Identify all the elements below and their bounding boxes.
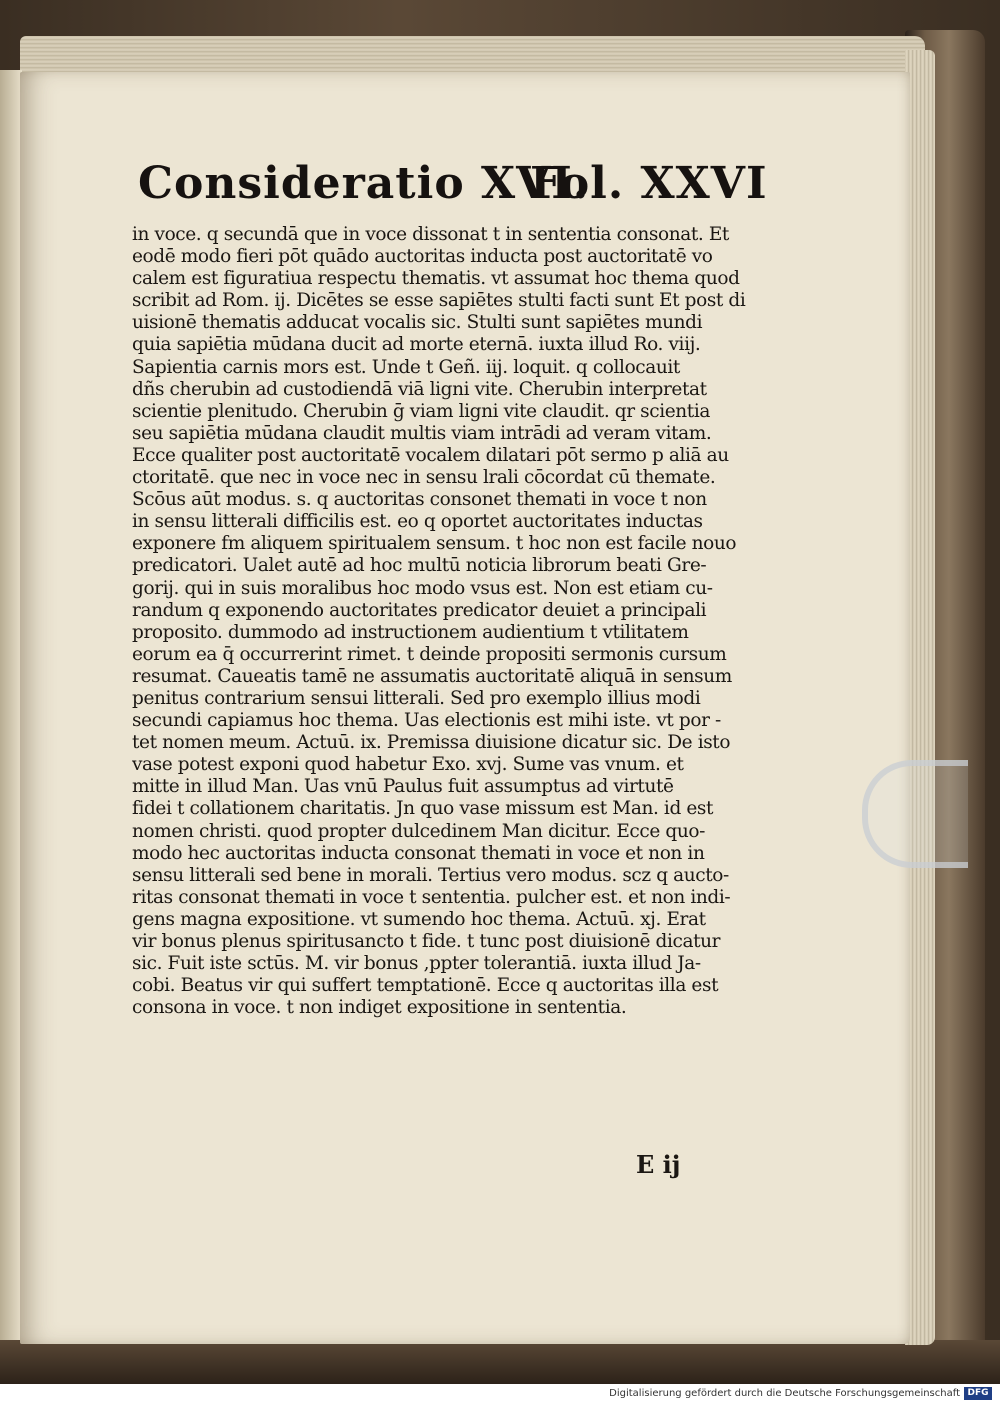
text-line: seu sapiētia mūdana claudit multis viam intrādi ad veram vitam. [132,422,712,444]
text-line: mitte in illud Man. Uas vnū Paulus fuit assumptus ad virtutē [132,776,674,798]
text-line: sensu litterali sed bene in morali. Tertius vero modus. scz q aucto- [132,864,729,886]
text-line: in sensu litterali difficilis est. eo q oportet auctoritates inductas [132,511,703,533]
text-line: eorum ea q̄ occurrerint rimet. t deinde propositi sermonis cursum [132,643,727,665]
footer-credit: Digitalisierung gefördert durch die Deutsche Forschungsgemeinschaft [609,1388,960,1399]
text-line: gens magna expositione. vt sumendo hoc thema. Actuū. xj. Erat [132,908,706,930]
text-line: penitus contrarium sensui litterali. Sed pro exemplo illius modi [132,687,701,709]
facing-page-edge [0,70,22,1340]
text-line: fidei t collationem charitatis. Jn quo vase missum est Man. id est [132,798,714,820]
text-line: quia sapiētia mūdana ducit ad morte eternā. iuxta illud Ro. viij. [132,334,701,356]
text-line: scientie plenitudo. Cherubin ḡ viam ligni vite claudit. qr scientia [132,400,710,422]
header-folio: Fol. XXVI [530,158,768,209]
text-line: dñs cherubin ad custodiendā viā ligni vite. Cherubin interpretat [132,378,707,400]
text-line: ritas consonat themati in voce t sententia. pulcher est. et non indi- [132,886,731,908]
signature-mark: E ij [636,1150,681,1179]
text-line: proposito. dummodo ad instructionem audientium t vtilitatem [132,621,689,643]
text-line: Sapientia carnis mors est. Unde t Geñ. iij. loquit. q collocauit [132,356,680,378]
text-line: ctoritatē. que nec in voce nec in sensu lrali cōcordat cū themate. [132,467,716,489]
running-header [138,158,778,214]
text-line: secundi capiamus hoc thema. Uas electionis est mihi iste. vt por - [132,710,721,732]
text-line: modo hec auctoritas inducta consonat themati in voce et non in [132,842,705,864]
text-line: scribit ad Rom. ij. Dicētes se esse sapiētes stulti facti sunt Et post di [132,290,746,312]
text-line: Ecce qualiter post auctoritatē vocalem dilatari pōt sermo p aliā au [132,444,729,466]
text-line: nomen christi. quod propter dulcedinem Man dicitur. Ecce quo- [132,820,705,842]
text-line: cobi. Beatus vir qui suffert temptationē. Ecce q auctoritas illa est [132,975,719,997]
text-line: predicatori. Ualet autē ad hoc multū noticia librorum beati Gre- [132,555,707,577]
text-line: randum q exponendo auctoritates predicator deuiet a principali [132,599,707,621]
book-cover-bottom [0,1340,1000,1384]
body-text [132,224,772,1019]
text-line: gorij. qui in suis moralibus hoc modo vsus est. Non est etiam cu- [132,577,713,599]
text-line: uisionē thematis adducat vocalis sic. Stulti sunt sapiētes mundi [132,312,703,334]
text-line: vase potest exponi quod habetur Exo. xvj. Sume vas vnum. et [132,754,684,776]
text-line: sic. Fuit iste sctūs. M. vir bonus ,ppter tolerantiā. iuxta illud Ja- [132,953,701,975]
dfg-logo: DFG [964,1387,992,1400]
text-line: exponere fm aliquem spiritualem sensum. t hoc non est facile nouo [132,533,737,555]
text-line: tet nomen meum. Actuū. ix. Premissa diuisione dicatur sic. De isto [132,732,731,754]
text-line: in voce. q secundā que in voce dissonat t in sententia consonat. Et [132,224,729,245]
page-clip [862,760,968,868]
page-edges-top [20,36,925,76]
text-line: resumat. Caueatis tamē ne assumatis auctoritatē aliquā in sensum [132,665,732,687]
text-line: consona in voce. t non indiget expositione in sententia. [132,997,627,1019]
text-line: vir bonus plenus spiritusancto t fide. t tunc post diuisionē dicatur [132,931,721,952]
header-consideratio: Consideratio XVI. [138,158,590,209]
text-line: Scōus aūt modus. s. q auctoritas consonet themati in voce t non [132,489,707,511]
text-line: eodē modo fieri pōt quādo auctoritas inducta post auctoritatē vo [132,246,713,268]
text-line: calem est figuratiua respectu thematis. vt assumat hoc thema quod [132,268,740,290]
